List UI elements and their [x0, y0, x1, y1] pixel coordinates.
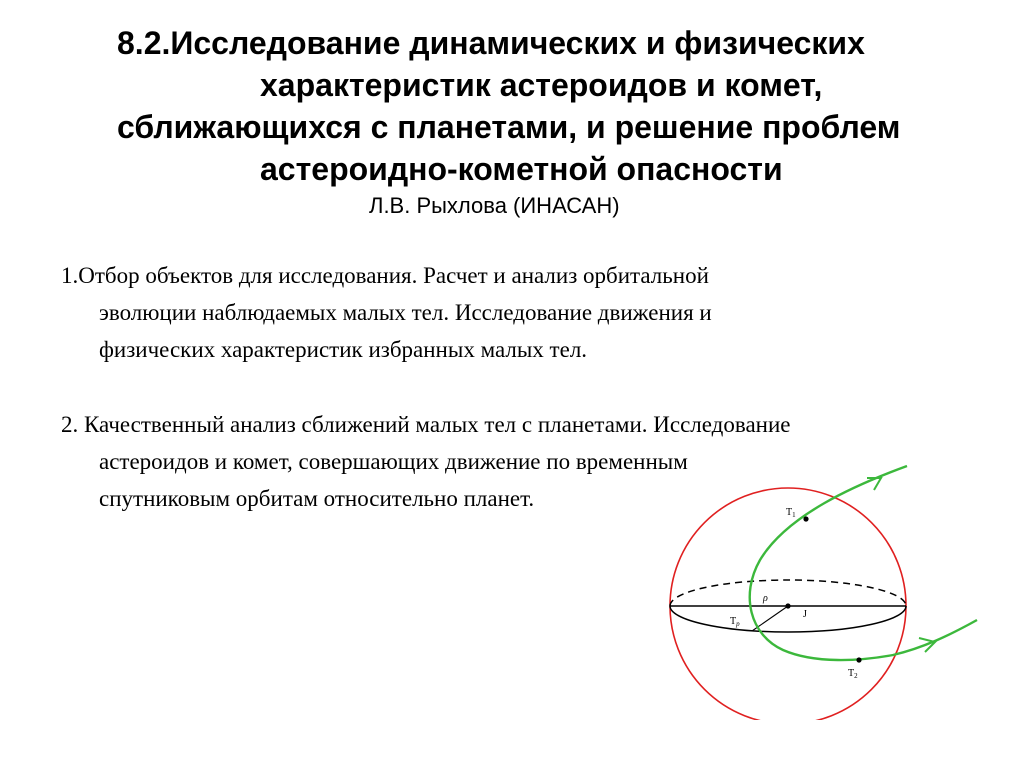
list-item-2-line-3: спутниковым орбитам относительно планет.	[99, 486, 535, 511]
label-tp: $T_p$	[730, 616, 740, 628]
list-item-1	[61, 257, 712, 368]
list-item-2-line-1: 2. Качественный анализ сближений малых тел с планетами. Исследование	[61, 412, 791, 437]
label-t1: $T_1$	[786, 507, 796, 519]
trajectory-curve	[750, 466, 977, 660]
orbit-diagram-svg	[655, 460, 995, 720]
point-t1	[803, 516, 808, 521]
label-t2: $T_2$	[848, 668, 858, 680]
title-line-2: характеристик астероидов и комет,	[260, 67, 823, 103]
title-line-3: сближающихся с планетами, и решение проблем	[117, 109, 901, 145]
list-item-1-line-2: эволюции наблюдаемых малых тел. Исследование движения и	[99, 300, 712, 325]
equator-back-dashed	[670, 580, 906, 606]
point-j	[785, 603, 790, 608]
title-line-1: 8.2.Исследование динамических и физических	[117, 25, 865, 61]
list-item-1-line-3: физических характеристик избранных малых тел.	[99, 337, 588, 362]
slide-title	[117, 22, 977, 190]
title-line-4: астероидно-кометной опасности	[260, 151, 783, 187]
orbit-diagram	[655, 460, 995, 720]
label-rho: ρ	[763, 593, 768, 604]
list-item-2-line-2: астероидов и комет, совершающих движение по временным	[99, 449, 688, 474]
point-t2	[856, 657, 861, 662]
label-j: J	[803, 609, 807, 620]
list-item-1-line-1: 1.Отбор объектов для исследования. Расчет и анализ орбитальной	[61, 263, 709, 288]
author-line: Л.В. Рыхлова (ИНАСАН)	[369, 193, 620, 218]
equator-front	[670, 606, 906, 632]
